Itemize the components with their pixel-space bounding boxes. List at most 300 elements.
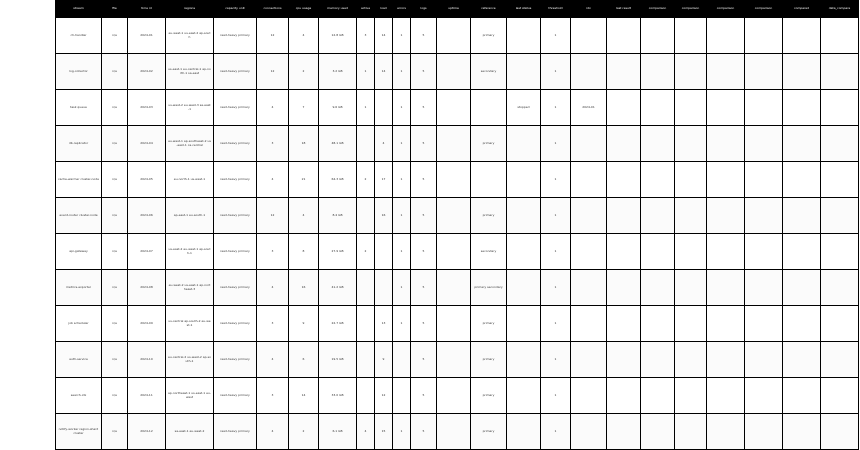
- table-cell[interactable]: [289, 126, 319, 162]
- table-cell[interactable]: [437, 378, 471, 414]
- table-cell[interactable]: [541, 342, 571, 378]
- table-cell[interactable]: [357, 306, 375, 342]
- table-cell[interactable]: [319, 342, 357, 378]
- table-cell[interactable]: [393, 18, 411, 54]
- table-cell[interactable]: [507, 270, 541, 306]
- table-cell[interactable]: [607, 162, 641, 198]
- table-cell[interactable]: [507, 378, 541, 414]
- table-cell[interactable]: [289, 90, 319, 126]
- table-cell[interactable]: [707, 378, 745, 414]
- table-cell[interactable]: [783, 342, 821, 378]
- table-cell[interactable]: [641, 126, 675, 162]
- table-cell[interactable]: [257, 234, 289, 270]
- table-cell[interactable]: [411, 54, 437, 90]
- table-cell[interactable]: [411, 270, 437, 306]
- table-cell[interactable]: [745, 90, 783, 126]
- table-cell[interactable]: [675, 90, 707, 126]
- table-cell[interactable]: [641, 54, 675, 90]
- table-cell[interactable]: [607, 198, 641, 234]
- table-cell[interactable]: [393, 342, 411, 378]
- table-cell[interactable]: [411, 342, 437, 378]
- table-cell[interactable]: [319, 414, 357, 450]
- column-header[interactable]: [257, 1, 289, 18]
- table-cell[interactable]: [707, 90, 745, 126]
- column-header[interactable]: [128, 1, 166, 18]
- table-cell[interactable]: [56, 270, 102, 306]
- table-cell[interactable]: [507, 54, 541, 90]
- table-cell[interactable]: [393, 378, 411, 414]
- table-cell[interactable]: [641, 270, 675, 306]
- table-cell[interactable]: [437, 414, 471, 450]
- table-row[interactable]: [56, 414, 859, 450]
- table-cell[interactable]: [783, 90, 821, 126]
- table-cell[interactable]: [821, 18, 859, 54]
- table-cell[interactable]: [437, 198, 471, 234]
- table-cell[interactable]: [471, 234, 507, 270]
- table-cell[interactable]: [541, 18, 571, 54]
- table-cell[interactable]: [471, 54, 507, 90]
- table-cell[interactable]: [507, 126, 541, 162]
- table-cell[interactable]: [128, 378, 166, 414]
- table-cell[interactable]: [571, 414, 607, 450]
- table-cell[interactable]: [375, 414, 393, 450]
- table-cell[interactable]: [541, 378, 571, 414]
- table-cell[interactable]: [319, 270, 357, 306]
- table-cell[interactable]: [214, 234, 257, 270]
- table-cell[interactable]: [707, 342, 745, 378]
- table-cell[interactable]: [56, 54, 102, 90]
- table-cell[interactable]: [56, 18, 102, 54]
- table-row[interactable]: [56, 162, 859, 198]
- table-cell[interactable]: [411, 18, 437, 54]
- table-cell[interactable]: [507, 234, 541, 270]
- table-cell[interactable]: [289, 306, 319, 342]
- column-header[interactable]: [357, 1, 375, 18]
- table-cell[interactable]: [166, 198, 214, 234]
- table-cell[interactable]: [375, 270, 393, 306]
- table-cell[interactable]: [821, 342, 859, 378]
- table-cell[interactable]: [471, 306, 507, 342]
- table-cell[interactable]: [257, 306, 289, 342]
- table-cell[interactable]: [257, 270, 289, 306]
- table-cell[interactable]: [393, 234, 411, 270]
- table-row[interactable]: [56, 18, 859, 54]
- table-cell[interactable]: [471, 198, 507, 234]
- table-cell[interactable]: [675, 378, 707, 414]
- table-cell[interactable]: [214, 126, 257, 162]
- table-cell[interactable]: [675, 342, 707, 378]
- table-cell[interactable]: [319, 126, 357, 162]
- table-cell[interactable]: [289, 342, 319, 378]
- table-cell[interactable]: [393, 198, 411, 234]
- table-cell[interactable]: [375, 126, 393, 162]
- table-cell[interactable]: [357, 378, 375, 414]
- table-cell[interactable]: [437, 18, 471, 54]
- table-cell[interactable]: [289, 234, 319, 270]
- table-cell[interactable]: [541, 126, 571, 162]
- table-row[interactable]: [56, 126, 859, 162]
- table-cell[interactable]: [707, 306, 745, 342]
- table-cell[interactable]: [641, 18, 675, 54]
- table-cell[interactable]: [375, 378, 393, 414]
- table-cell[interactable]: [571, 162, 607, 198]
- table-cell[interactable]: [641, 90, 675, 126]
- table-row[interactable]: [56, 342, 859, 378]
- column-header[interactable]: [707, 1, 745, 18]
- table-cell[interactable]: [437, 342, 471, 378]
- table-cell[interactable]: [571, 234, 607, 270]
- table-cell[interactable]: [411, 90, 437, 126]
- table-cell[interactable]: [675, 234, 707, 270]
- table-cell[interactable]: [707, 162, 745, 198]
- table-cell[interactable]: [56, 126, 102, 162]
- table-cell[interactable]: [393, 306, 411, 342]
- column-header[interactable]: [102, 1, 128, 18]
- table-row[interactable]: [56, 378, 859, 414]
- table-cell[interactable]: [257, 126, 289, 162]
- table-cell[interactable]: [571, 126, 607, 162]
- table-cell[interactable]: [707, 198, 745, 234]
- column-header[interactable]: [541, 1, 571, 18]
- table-cell[interactable]: [821, 306, 859, 342]
- table-cell[interactable]: [319, 54, 357, 90]
- table-cell[interactable]: [128, 18, 166, 54]
- table-cell[interactable]: [541, 90, 571, 126]
- table-cell[interactable]: [437, 54, 471, 90]
- table-cell[interactable]: [607, 378, 641, 414]
- table-cell[interactable]: [128, 414, 166, 450]
- table-cell[interactable]: [289, 54, 319, 90]
- table-cell[interactable]: [541, 306, 571, 342]
- table-cell[interactable]: [319, 378, 357, 414]
- table-cell[interactable]: [471, 270, 507, 306]
- table-cell[interactable]: [214, 378, 257, 414]
- column-header[interactable]: [393, 1, 411, 18]
- table-cell[interactable]: [641, 198, 675, 234]
- table-cell[interactable]: [607, 270, 641, 306]
- table-cell[interactable]: [375, 342, 393, 378]
- table-cell[interactable]: [214, 162, 257, 198]
- table-cell[interactable]: [319, 90, 357, 126]
- table-cell[interactable]: [56, 342, 102, 378]
- table-cell[interactable]: [745, 342, 783, 378]
- table-cell[interactable]: [166, 126, 214, 162]
- table-cell[interactable]: [357, 414, 375, 450]
- table-cell[interactable]: [745, 378, 783, 414]
- table-cell[interactable]: [571, 270, 607, 306]
- table-cell[interactable]: [783, 198, 821, 234]
- table-cell[interactable]: [641, 414, 675, 450]
- table-cell[interactable]: [289, 18, 319, 54]
- table-cell[interactable]: [745, 414, 783, 450]
- table-cell[interactable]: [745, 126, 783, 162]
- table-cell[interactable]: [128, 126, 166, 162]
- table-cell[interactable]: [166, 270, 214, 306]
- table-cell[interactable]: [675, 126, 707, 162]
- table-cell[interactable]: [607, 342, 641, 378]
- table-cell[interactable]: [541, 162, 571, 198]
- table-cell[interactable]: [707, 54, 745, 90]
- table-cell[interactable]: [214, 270, 257, 306]
- table-cell[interactable]: [541, 234, 571, 270]
- table-cell[interactable]: [289, 270, 319, 306]
- table-cell[interactable]: [821, 414, 859, 450]
- table-cell[interactable]: [375, 198, 393, 234]
- table-cell[interactable]: [102, 90, 128, 126]
- table-cell[interactable]: [707, 234, 745, 270]
- table-cell[interactable]: [541, 414, 571, 450]
- table-cell[interactable]: [257, 342, 289, 378]
- table-cell[interactable]: [375, 306, 393, 342]
- table-cell[interactable]: [411, 162, 437, 198]
- table-cell[interactable]: [745, 54, 783, 90]
- table-cell[interactable]: [783, 54, 821, 90]
- table-cell[interactable]: [507, 342, 541, 378]
- column-header[interactable]: [411, 1, 437, 18]
- table-cell[interactable]: [821, 126, 859, 162]
- table-cell[interactable]: [571, 342, 607, 378]
- table-cell[interactable]: [437, 162, 471, 198]
- table-cell[interactable]: [571, 306, 607, 342]
- column-header[interactable]: [319, 1, 357, 18]
- table-cell[interactable]: [393, 414, 411, 450]
- table-cell[interactable]: [319, 234, 357, 270]
- table-cell[interactable]: [783, 378, 821, 414]
- table-cell[interactable]: [607, 234, 641, 270]
- table-cell[interactable]: [357, 198, 375, 234]
- table-cell[interactable]: [411, 378, 437, 414]
- table-cell[interactable]: [675, 162, 707, 198]
- table-cell[interactable]: [675, 306, 707, 342]
- table-cell[interactable]: [128, 270, 166, 306]
- table-cell[interactable]: [821, 378, 859, 414]
- table-cell[interactable]: [319, 18, 357, 54]
- table-cell[interactable]: [675, 414, 707, 450]
- table-cell[interactable]: [783, 234, 821, 270]
- table-cell[interactable]: [102, 414, 128, 450]
- table-cell[interactable]: [289, 378, 319, 414]
- table-cell[interactable]: [437, 90, 471, 126]
- table-cell[interactable]: [56, 90, 102, 126]
- table-cell[interactable]: [745, 18, 783, 54]
- table-cell[interactable]: [102, 198, 128, 234]
- table-cell[interactable]: [541, 54, 571, 90]
- table-cell[interactable]: [214, 18, 257, 54]
- table-cell[interactable]: [571, 54, 607, 90]
- table-cell[interactable]: [214, 198, 257, 234]
- table-cell[interactable]: [357, 54, 375, 90]
- table-cell[interactable]: [675, 54, 707, 90]
- table-row[interactable]: [56, 306, 859, 342]
- table-cell[interactable]: [571, 378, 607, 414]
- table-cell[interactable]: [257, 18, 289, 54]
- table-cell[interactable]: [393, 270, 411, 306]
- table-cell[interactable]: [214, 90, 257, 126]
- table-cell[interactable]: [257, 162, 289, 198]
- table-cell[interactable]: [375, 90, 393, 126]
- table-cell[interactable]: [393, 126, 411, 162]
- table-cell[interactable]: [571, 90, 607, 126]
- table-row[interactable]: [56, 54, 859, 90]
- column-header[interactable]: [783, 1, 821, 18]
- table-cell[interactable]: [507, 414, 541, 450]
- table-cell[interactable]: [411, 306, 437, 342]
- table-cell[interactable]: [471, 414, 507, 450]
- table-cell[interactable]: [607, 90, 641, 126]
- table-cell[interactable]: [471, 378, 507, 414]
- table-cell[interactable]: [166, 414, 214, 450]
- column-header[interactable]: [571, 1, 607, 18]
- table-row[interactable]: [56, 270, 859, 306]
- table-cell[interactable]: [257, 378, 289, 414]
- table-cell[interactable]: [102, 378, 128, 414]
- table-cell[interactable]: [437, 126, 471, 162]
- table-cell[interactable]: [471, 18, 507, 54]
- table-cell[interactable]: [437, 234, 471, 270]
- table-cell[interactable]: [707, 18, 745, 54]
- table-cell[interactable]: [783, 270, 821, 306]
- table-cell[interactable]: [507, 18, 541, 54]
- table-cell[interactable]: [257, 198, 289, 234]
- table-cell[interactable]: [166, 342, 214, 378]
- column-header[interactable]: [675, 1, 707, 18]
- table-cell[interactable]: [357, 342, 375, 378]
- table-row[interactable]: [56, 234, 859, 270]
- table-cell[interactable]: [56, 378, 102, 414]
- table-cell[interactable]: [102, 54, 128, 90]
- table-cell[interactable]: [375, 234, 393, 270]
- column-header[interactable]: [471, 1, 507, 18]
- table-row[interactable]: [56, 90, 859, 126]
- table-cell[interactable]: [393, 162, 411, 198]
- table-cell[interactable]: [357, 90, 375, 126]
- table-cell[interactable]: [128, 54, 166, 90]
- table-cell[interactable]: [821, 162, 859, 198]
- table-cell[interactable]: [357, 162, 375, 198]
- column-header[interactable]: [166, 1, 214, 18]
- table-cell[interactable]: [641, 306, 675, 342]
- table-cell[interactable]: [319, 162, 357, 198]
- table-cell[interactable]: [166, 378, 214, 414]
- table-cell[interactable]: [607, 54, 641, 90]
- column-header[interactable]: [56, 1, 102, 18]
- table-cell[interactable]: [745, 198, 783, 234]
- table-cell[interactable]: [783, 414, 821, 450]
- table-cell[interactable]: [375, 162, 393, 198]
- table-cell[interactable]: [745, 234, 783, 270]
- table-cell[interactable]: [56, 414, 102, 450]
- table-cell[interactable]: [745, 306, 783, 342]
- column-header[interactable]: [289, 1, 319, 18]
- table-cell[interactable]: [507, 198, 541, 234]
- table-cell[interactable]: [411, 126, 437, 162]
- table-cell[interactable]: [102, 234, 128, 270]
- table-cell[interactable]: [411, 234, 437, 270]
- table-cell[interactable]: [319, 306, 357, 342]
- table-cell[interactable]: [102, 18, 128, 54]
- table-cell[interactable]: [56, 306, 102, 342]
- table-cell[interactable]: [56, 162, 102, 198]
- table-cell[interactable]: [56, 234, 102, 270]
- column-header[interactable]: [821, 1, 859, 18]
- table-cell[interactable]: [707, 270, 745, 306]
- table-cell[interactable]: [289, 414, 319, 450]
- table-cell[interactable]: [357, 18, 375, 54]
- table-cell[interactable]: [166, 162, 214, 198]
- table-cell[interactable]: [507, 162, 541, 198]
- table-cell[interactable]: [641, 162, 675, 198]
- table-cell[interactable]: [745, 162, 783, 198]
- table-cell[interactable]: [411, 198, 437, 234]
- table-cell[interactable]: [607, 126, 641, 162]
- table-cell[interactable]: [166, 90, 214, 126]
- table-cell[interactable]: [783, 18, 821, 54]
- table-cell[interactable]: [393, 90, 411, 126]
- table-cell[interactable]: [541, 198, 571, 234]
- column-header[interactable]: [607, 1, 641, 18]
- table-cell[interactable]: [821, 54, 859, 90]
- table-cell[interactable]: [393, 54, 411, 90]
- column-header[interactable]: [641, 1, 675, 18]
- table-cell[interactable]: [166, 54, 214, 90]
- table-cell[interactable]: [128, 234, 166, 270]
- table-cell[interactable]: [707, 126, 745, 162]
- table-cell[interactable]: [214, 54, 257, 90]
- table-cell[interactable]: [507, 306, 541, 342]
- table-cell[interactable]: [471, 90, 507, 126]
- table-row[interactable]: [56, 198, 859, 234]
- table-cell[interactable]: [289, 162, 319, 198]
- table-cell[interactable]: [641, 378, 675, 414]
- table-cell[interactable]: [675, 198, 707, 234]
- table-cell[interactable]: [102, 162, 128, 198]
- table-cell[interactable]: [56, 198, 102, 234]
- table-cell[interactable]: [783, 306, 821, 342]
- table-cell[interactable]: [821, 270, 859, 306]
- table-cell[interactable]: [128, 342, 166, 378]
- table-cell[interactable]: [641, 234, 675, 270]
- table-cell[interactable]: [102, 270, 128, 306]
- table-cell[interactable]: [166, 234, 214, 270]
- table-cell[interactable]: [257, 90, 289, 126]
- table-cell[interactable]: [471, 126, 507, 162]
- table-cell[interactable]: [257, 54, 289, 90]
- table-cell[interactable]: [214, 306, 257, 342]
- table-cell[interactable]: [571, 198, 607, 234]
- table-cell[interactable]: [437, 306, 471, 342]
- table-cell[interactable]: [707, 414, 745, 450]
- table-cell[interactable]: [128, 162, 166, 198]
- table-cell[interactable]: [675, 270, 707, 306]
- column-header[interactable]: [214, 1, 257, 18]
- table-cell[interactable]: [102, 126, 128, 162]
- table-cell[interactable]: [821, 198, 859, 234]
- table-cell[interactable]: [214, 414, 257, 450]
- table-cell[interactable]: [375, 18, 393, 54]
- table-cell[interactable]: [166, 306, 214, 342]
- table-cell[interactable]: [571, 18, 607, 54]
- table-cell[interactable]: [102, 306, 128, 342]
- table-cell[interactable]: [507, 90, 541, 126]
- table-cell[interactable]: [821, 234, 859, 270]
- table-cell[interactable]: [214, 342, 257, 378]
- table-cell[interactable]: [541, 270, 571, 306]
- table-cell[interactable]: [357, 270, 375, 306]
- table-cell[interactable]: [471, 162, 507, 198]
- table-cell[interactable]: [607, 18, 641, 54]
- table-cell[interactable]: [357, 126, 375, 162]
- table-cell[interactable]: [166, 18, 214, 54]
